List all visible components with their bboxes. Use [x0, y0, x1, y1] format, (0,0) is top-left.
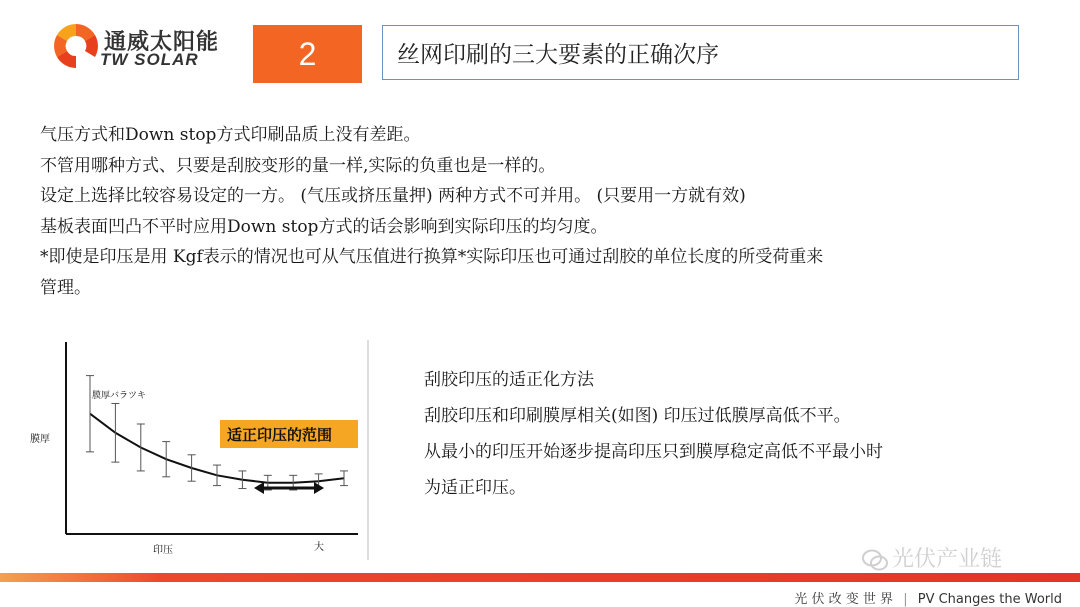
body-line: *即使是印压是用 Kgf表示的情况也可从气压值进行换算*实际印压也可通过刮胶的单位长度的所受荷重来 [40, 247, 824, 267]
side-line: 刮胶印压和印刷膜厚相关(如图) 印压过低膜厚高低不平。 [424, 406, 851, 426]
error-bar [86, 376, 94, 452]
chart-svg [28, 338, 373, 560]
wechat-icon [862, 549, 888, 571]
footer-cn: 光 伏 改 变 世 界 [794, 592, 894, 607]
footer-bar [0, 573, 1080, 582]
footer-en: PV Changes the World [917, 592, 1062, 607]
footer-slogan [794, 588, 1062, 607]
body-line: 气压方式和Down stop方式印刷品质上没有差距。 [40, 125, 421, 145]
watermark-text: 光伏产业链 [892, 547, 1003, 572]
side-line: 为适正印压。 [424, 478, 526, 498]
slide-title [382, 25, 1019, 80]
x-axis-label: 印压 [153, 545, 173, 556]
logo-chinese-name: 通威太阳能 [104, 30, 220, 55]
body-line: 管理。 [40, 277, 91, 298]
range-arrow [254, 482, 324, 494]
logo-english-name: TW SOLAR [100, 50, 199, 69]
highlight-label: 适正印压的范围 [227, 426, 333, 444]
watermark [862, 542, 1002, 573]
side-line: 从最小的印压开始逐步提高印压只到膜厚稳定高低不平最小时 [424, 442, 883, 462]
footer-separator: | [903, 592, 908, 607]
error-bar-label: 膜厚バラツキ [92, 391, 147, 401]
x-axis-end-label: 大 [314, 542, 324, 553]
body-text [40, 120, 1040, 303]
slide-title-text: 丝网印刷的三大要素的正确次序 [397, 42, 719, 68]
side-line: 刮胶印压的适正化方法 [424, 370, 594, 390]
error-bar [111, 403, 119, 462]
error-bar [137, 424, 145, 471]
body-line: 基板表面凹凸不平时应用Down stop方式的话会影响到实际印压的均匀度。 [40, 216, 608, 237]
body-line: 不管用哪种方式、只要是刮胶变形的量一样,实际的负重也是一样的。 [40, 155, 556, 176]
section-number: 2 [253, 25, 362, 83]
side-text [424, 362, 883, 506]
thickness-vs-pressure-chart [28, 338, 373, 560]
sun-logo-icon [52, 22, 100, 70]
y-axis-label: 膜厚 [30, 434, 50, 445]
company-logo [52, 22, 232, 74]
body-line: 设定上选择比较容易设定的一方。 (气压或挤压量押) 两种方式不可并用。 (只要用一方就有效) [40, 186, 746, 206]
